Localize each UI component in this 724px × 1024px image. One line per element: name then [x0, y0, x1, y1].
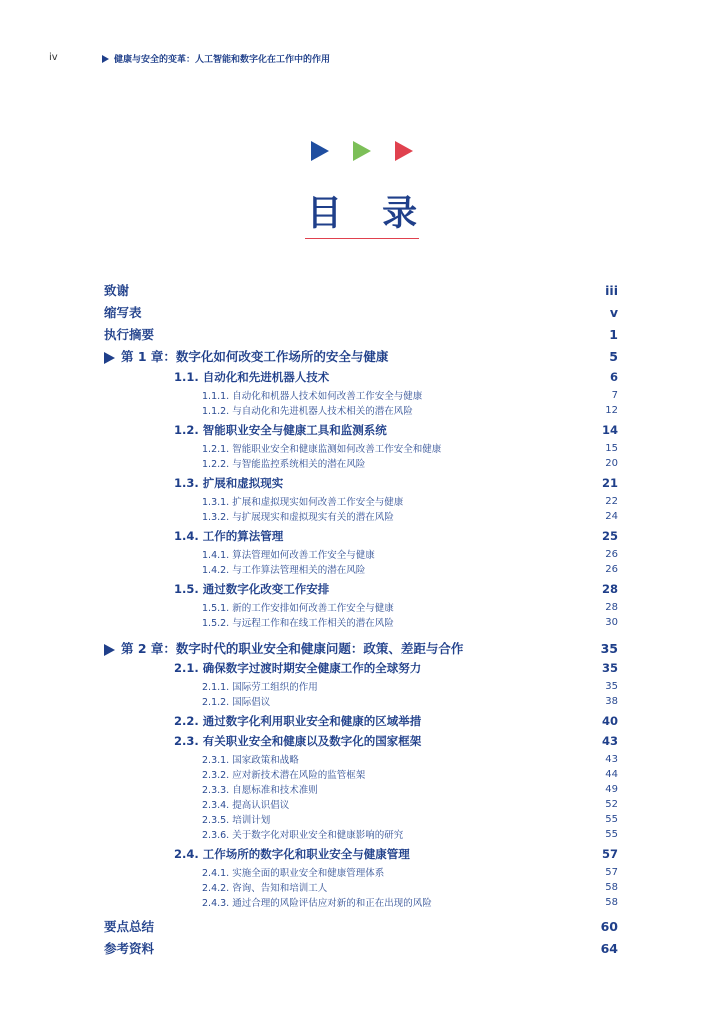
toc-entry-page: iii [605, 282, 618, 298]
toc-entry-page: 55 [605, 813, 618, 825]
toc-entry-text: 2.1.2. 国际倡议 [202, 697, 271, 708]
toc-entry-text: 2.3.4. 提高认识倡议 [202, 800, 290, 811]
toc-entry-text: 第 2 章：数字时代的职业安全和健康问题：政策、差距与合作 [121, 641, 464, 656]
toc-entry-text: 第 1 章：数字化如何改变工作场所的安全与健康 [121, 349, 389, 364]
page-header [0, 52, 724, 66]
toc-entry-text: 1.1.2. 与自动化和先进机器人技术相关的潜在风险 [202, 406, 413, 417]
toc-entry-text: 2.1.1. 国际劳工组织的作用 [202, 682, 318, 693]
chapter-arrow-icon [104, 352, 115, 364]
toc-entry-page: 12 [605, 404, 618, 416]
toc-entry[interactable] [202, 812, 618, 826]
toc-entry-page: 58 [605, 881, 618, 893]
toc-entry[interactable] [202, 880, 618, 894]
toc-chapter-entry[interactable] [104, 639, 618, 657]
toc-entry-page: 58 [605, 896, 618, 908]
toc-entry-page: 28 [601, 582, 618, 596]
toc-entry-page: 35 [600, 640, 618, 656]
toc-entry[interactable] [104, 303, 618, 321]
toc-entry-text: 执行摘要 [104, 327, 155, 342]
toc-entry-label [174, 846, 410, 862]
toc-entry-label [174, 660, 421, 676]
toc-entry[interactable] [202, 865, 618, 879]
toc-entry-label [202, 562, 365, 576]
toc-entry-text: 1.3. 扩展和虚拟现实 [174, 476, 284, 490]
toc-entry-label [174, 422, 387, 438]
toc-entry-label [202, 865, 384, 879]
toc-entry-page: 43 [605, 753, 618, 765]
toc-entry-label [202, 388, 422, 402]
toc-entry-label [174, 528, 283, 544]
toc-entry-label [174, 733, 421, 749]
toc-entry-page: 26 [605, 548, 618, 560]
red-triangle-icon [395, 141, 413, 161]
toc-entry-text: 2.4.1. 实施全面的职业安全和健康管理体系 [202, 868, 385, 879]
toc-entry-label [202, 782, 318, 796]
toc-entry[interactable] [202, 827, 618, 841]
chapter-arrow-icon [104, 644, 115, 656]
toc-entry-page: 44 [605, 768, 618, 780]
toc-entry-page: 15 [605, 442, 618, 454]
toc-entry-text: 1.2. 智能职业安全与健康工具和监测系统 [174, 423, 387, 437]
toc-entry[interactable] [174, 369, 618, 385]
toc-entry-text: 2.4. 工作场所的数字化和职业安全与健康管理 [174, 847, 410, 861]
toc-entry[interactable] [202, 797, 618, 811]
toc-entry-label [202, 827, 403, 841]
toc-entry-text: 2.4.3. 通过合理的风险评估应对新的和正在出现的风险 [202, 898, 432, 909]
toc-entry-label [104, 303, 142, 321]
toc-entry[interactable] [202, 509, 618, 523]
toc-entry-text: 1.1. 自动化和先进机器人技术 [174, 370, 330, 384]
toc-entry-text: 2.1. 确保数字过渡时期安全健康工作的全球努力 [174, 661, 422, 675]
toc-entry[interactable] [202, 782, 618, 796]
toc-entry-text: 缩写表 [104, 305, 142, 320]
toc-entry-page: 30 [605, 616, 618, 628]
toc-entry-page: 40 [601, 714, 618, 728]
toc-entry-label [202, 767, 365, 781]
toc-entry-page: 35 [605, 680, 618, 692]
decorative-triangles [311, 141, 415, 163]
toc-entry-page: 57 [601, 847, 618, 861]
toc-entry[interactable] [202, 679, 618, 693]
toc-entry-page: 25 [601, 529, 618, 543]
toc-entry[interactable] [202, 694, 618, 708]
toc-entry-text: 致谢 [104, 283, 130, 298]
toc-entry-label [104, 939, 154, 957]
toc-entry-text: 要点总结 [104, 919, 155, 934]
toc-entry-label [104, 281, 129, 299]
toc-entry-label [174, 369, 329, 385]
toc-entry-page: 6 [609, 370, 618, 384]
toc-entry[interactable] [104, 281, 618, 299]
toc-entry-text: 1.4. 工作的算法管理 [174, 529, 284, 543]
toc-entry-label [202, 679, 318, 693]
toc-entry-label [104, 639, 463, 657]
toc-entry-page: 1 [609, 326, 618, 342]
toc-entry-label [202, 547, 375, 561]
play-triangle-icon [102, 55, 109, 63]
toc-entry-label [174, 713, 421, 729]
toc-entry[interactable] [174, 528, 618, 544]
toc-entry-page: 26 [605, 563, 618, 575]
toc-entry-label [202, 509, 394, 523]
toc-entry-page: 5 [609, 348, 618, 364]
toc-entry[interactable] [104, 325, 618, 343]
toc-entry[interactable] [174, 422, 618, 438]
toc-entry[interactable] [202, 600, 618, 614]
toc-entry[interactable] [202, 752, 618, 766]
toc-entry-text: 2.4.2. 咨询、告知和培训工人 [202, 883, 328, 894]
toc-entry-page: 20 [605, 457, 618, 469]
toc-entry-page: 22 [605, 495, 618, 507]
toc-entry-text: 1.3.2. 与扩展现实和虚拟现实有关的潜在风险 [202, 512, 394, 523]
toc-entry[interactable] [202, 403, 618, 417]
toc-entry-text: 1.1.1. 自动化和机器人技术如何改善工作安全与健康 [202, 391, 423, 402]
toc-entry-text: 1.4.2. 与工作算法管理相关的潜在风险 [202, 565, 366, 576]
toc-entry-label [202, 494, 403, 508]
toc-entry-text: 1.2.2. 与智能监控系统相关的潜在风险 [202, 459, 366, 470]
toc-entry[interactable] [174, 475, 618, 491]
toc-entry-label [104, 917, 154, 935]
toc-entry-page: 49 [605, 783, 618, 795]
toc-entry-label [202, 880, 327, 894]
toc-entry-page: 35 [601, 661, 618, 675]
toc-entry[interactable] [202, 547, 618, 561]
toc-entry[interactable] [104, 917, 618, 935]
toc-entry-label [202, 694, 270, 708]
toc-entry-text: 2.3. 有关职业安全和健康以及数字化的国家框架 [174, 734, 422, 748]
toc-entry[interactable] [202, 895, 618, 909]
toc-entry-page: 55 [605, 828, 618, 840]
running-title [102, 52, 330, 65]
toc-entry[interactable] [202, 388, 618, 402]
toc-entry-text: 1.4.1. 算法管理如何改善工作安全与健康 [202, 550, 375, 561]
toc-entry-page: 14 [601, 423, 618, 437]
toc-entry-page: 64 [600, 940, 618, 956]
toc-entry-label [202, 600, 394, 614]
toc-entry-label [104, 347, 388, 365]
toc-entry-text: 1.5.1. 新的工作安排如何改善工作安全与健康 [202, 603, 394, 614]
toc-entry-text: 2.3.1. 国家政策和战略 [202, 755, 299, 766]
toc-entry-page: 38 [605, 695, 618, 707]
toc-entry-page: v [609, 304, 618, 320]
toc-entry-label [202, 895, 432, 909]
toc-entry-label [202, 752, 299, 766]
title-underline [305, 238, 419, 239]
toc-entry-label [104, 325, 154, 343]
toc-entry-label [202, 812, 270, 826]
toc-entry-label [174, 581, 329, 597]
toc-entry[interactable] [202, 456, 618, 470]
toc-entry-label [202, 615, 394, 629]
toc-entry-label [202, 456, 365, 470]
toc-entry-text: 2.3.5. 培训计划 [202, 815, 271, 826]
toc-entry-label [174, 475, 283, 491]
toc-entry[interactable] [104, 939, 618, 957]
toc-entry[interactable] [174, 581, 618, 597]
toc-entry[interactable] [202, 441, 618, 455]
toc-entry[interactable] [202, 562, 618, 576]
toc-entry[interactable] [202, 767, 618, 781]
toc-entry-label [202, 403, 413, 417]
toc-entry-text: 1.2.1. 智能职业安全和健康监测如何改善工作安全和健康 [202, 444, 442, 455]
toc-entry-page: 60 [600, 918, 618, 934]
toc-entry-page: 57 [605, 866, 618, 878]
toc-entry[interactable] [174, 713, 618, 729]
toc-entry-label [202, 797, 289, 811]
toc-entry-page: 28 [605, 601, 618, 613]
toc-entry-page: 43 [601, 734, 618, 748]
toc-entry-text: 2.3.2. 应对新技术潜在风险的监管框架 [202, 770, 366, 781]
toc-entry-text: 2.3.3. 自愿标准和技术准则 [202, 785, 318, 796]
toc-entry-text: 1.3.1. 扩展和虚拟现实如何改善工作安全与健康 [202, 497, 404, 508]
toc-entry-page: 7 [611, 389, 618, 401]
toc-entry-page: 24 [605, 510, 618, 522]
toc-entry-text: 参考资料 [104, 941, 155, 956]
green-triangle-icon [353, 141, 371, 161]
blue-triangle-icon [311, 141, 329, 161]
toc-entry-text: 1.5.2. 与远程工作和在线工作相关的潜在风险 [202, 618, 394, 629]
toc-entry[interactable] [202, 494, 618, 508]
toc-entry-page: 21 [601, 476, 618, 490]
toc-entry-text: 1.5. 通过数字化改变工作安排 [174, 582, 330, 596]
toc-entry[interactable] [174, 660, 618, 676]
page-number: iv [49, 52, 58, 63]
toc-entry-label [202, 441, 441, 455]
toc-chapter-entry[interactable] [104, 347, 618, 365]
toc-entry[interactable] [202, 615, 618, 629]
page-title: 目 录 [306, 194, 432, 234]
toc-entry-page: 52 [605, 798, 618, 810]
running-title-text: 健康与安全的变革：人工智能和数字化在工作中的作用 [114, 55, 331, 65]
toc-entry[interactable] [174, 733, 618, 749]
toc-entry[interactable] [174, 846, 618, 862]
toc-entry-text: 2.3.6. 关于数字化对职业安全和健康影响的研究 [202, 830, 404, 841]
toc-entry-text: 2.2. 通过数字化利用职业安全和健康的区域举措 [174, 714, 422, 728]
